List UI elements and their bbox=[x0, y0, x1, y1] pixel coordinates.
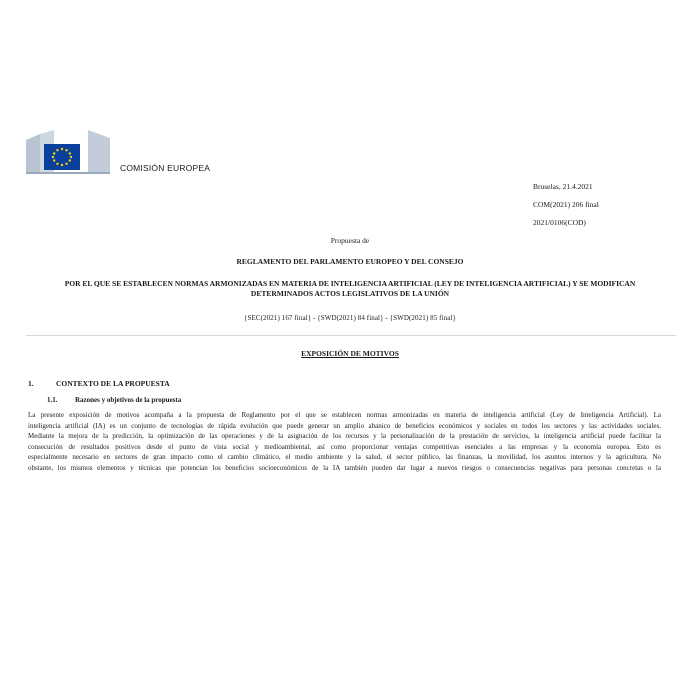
body-paragraph bbox=[28, 410, 661, 474]
section-title: CONTEXTO DE LA PROPUESTA bbox=[56, 379, 170, 388]
section-heading bbox=[28, 379, 170, 388]
logo-building-right bbox=[88, 130, 110, 174]
motives-heading bbox=[40, 349, 660, 358]
body-line: consecución de resultados positivos desde el punto de vista social y medioambiental, así como proporcionar ventajas competitivas esenciales a las empresas y la economía europea. Esto es bbox=[28, 442, 661, 451]
logo-building-left bbox=[26, 134, 40, 174]
logo-base bbox=[26, 172, 110, 174]
agency-name: COMISIÓN EUROPEA bbox=[120, 163, 211, 173]
subsection-number: 1.1. bbox=[47, 396, 58, 404]
body-line: especialmente necesario en sectores de gran impacto como el cambio climático, el medio ambiente y la salud, el sector público, las finanzas, la movilidad, los asuntos internos y la agricultura. No bbox=[28, 453, 661, 462]
regulation-title: REGLAMENTO DEL PARLAMENTO EUROPEO Y DEL CONSEJO bbox=[236, 257, 464, 266]
section-divider bbox=[26, 335, 676, 336]
proposal-label: Propuesta de bbox=[330, 236, 370, 245]
body-line: obstante, los mismos elementos y técnicas que potencian los beneficios socioeconómicos de la IA también pueden dar lugar a nuevos riesgos o consecuencias negativas para personas concretas o la bbox=[28, 463, 661, 472]
section-number: 1. bbox=[28, 379, 34, 388]
procedure-number: 2021/0106(COD) bbox=[533, 218, 586, 227]
body-line: La presente exposición de motivos acompaña a la propuesta de Reglamento por el que se establecen normas armonizadas en materia de inteligencia artificial (Ley de Inteligencia Artificial). La bbox=[28, 411, 661, 419]
motives-heading-text: EXPOSICIÓN DE MOTIVOS bbox=[301, 349, 399, 358]
regulation-subject: POR EL QUE SE ESTABLECEN NORMAS ARMONIZADAS EN MATERIA DE INTELIGENCIA ARTIFICIAL (LEY DE INTELIGENCIA ARTIFICIAL) Y SE MODIFICAN DETERMINADOS ACTOS LEGISLATIVOS DE LA UNIÓN bbox=[64, 279, 636, 298]
com-reference: COM(2021) 206 final bbox=[533, 200, 599, 209]
body-line: Mediante la mejora de la predicción, la optimización de las operaciones y de la asignación de los recursos y la personalización de la prestación de servicios, la inteligencia artificial puede facilitar la bbox=[28, 432, 661, 441]
subsection-heading bbox=[47, 396, 181, 404]
related-documents: {SEC(2021) 167 final} - {SWD(2021) 84 final} - {SWD(2021) 85 final} bbox=[244, 314, 456, 322]
subsection-title: Razones y objetivos de la propuesta bbox=[75, 396, 182, 404]
reference-block bbox=[533, 178, 599, 232]
document-date: Bruselas, 21.4.2021 bbox=[533, 182, 593, 191]
european-commission-logo bbox=[26, 128, 110, 176]
body-line: inteligencia artificial (IA) es un conjunto de tecnologías de rápida evolución que puede generar un amplio abanico de beneficios económicos y sociales en todos los sectores y las actividades sociales. bbox=[28, 421, 661, 430]
